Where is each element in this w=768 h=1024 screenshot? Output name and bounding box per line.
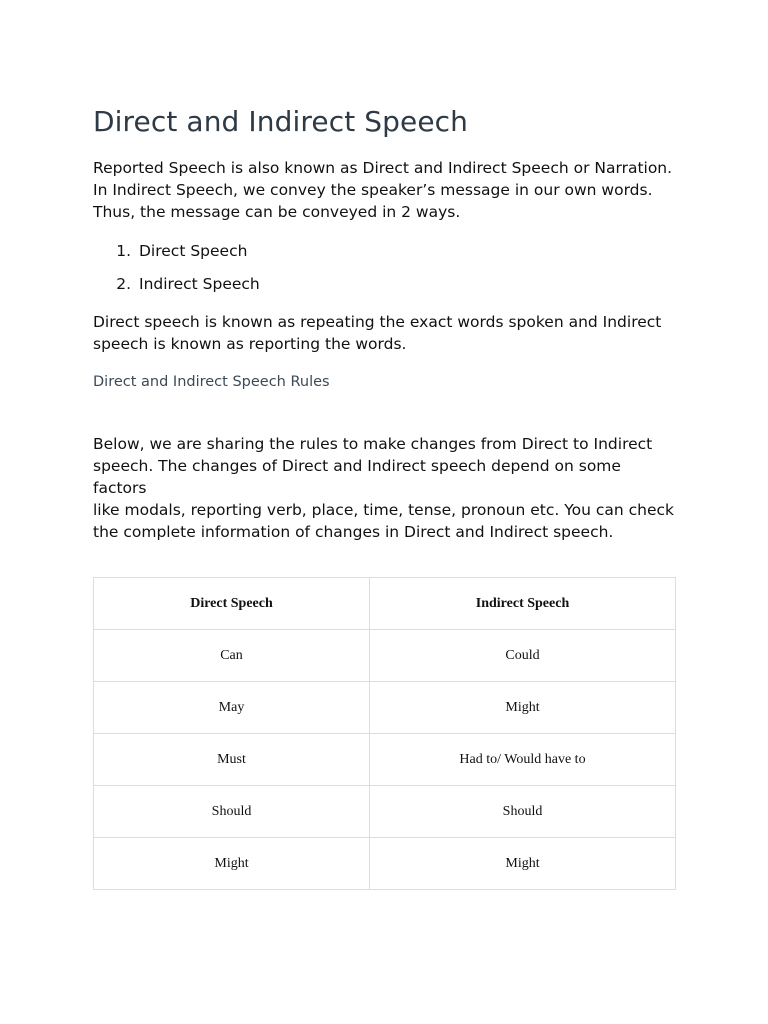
- direct-cell: May: [94, 682, 370, 734]
- indirect-cell: Should: [370, 786, 676, 838]
- indirect-cell: Might: [370, 838, 676, 890]
- intro-line: In Indirect Speech, we convey the speaker’s message in our own words.: [93, 181, 653, 199]
- list-text: Indirect Speech: [139, 275, 260, 293]
- intro-line: Thus, the message can be conveyed in 2 ways.: [93, 203, 461, 221]
- direct-cell: Can: [94, 630, 370, 682]
- definition-paragraph: [93, 311, 677, 355]
- list-text: Direct Speech: [139, 242, 248, 260]
- definition-line: Direct speech is known as repeating the exact words spoken and Indirect: [93, 313, 662, 331]
- direct-cell: Might: [94, 838, 370, 890]
- direct-cell: Must: [94, 734, 370, 786]
- direct-cell: Should: [94, 786, 370, 838]
- indirect-cell: Could: [370, 630, 676, 682]
- rules-subheading: Direct and Indirect Speech Rules: [93, 374, 330, 390]
- speech-types-list: [93, 240, 677, 306]
- table-row: [94, 682, 676, 734]
- table-row: [94, 734, 676, 786]
- table-row: [94, 630, 676, 682]
- page-title: Direct and Indirect Speech: [93, 105, 469, 138]
- body-line: the complete information of changes in Direct and Indirect speech.: [93, 523, 614, 541]
- table-row: [94, 838, 676, 890]
- list-item: [93, 273, 677, 306]
- body-line: Below, we are sharing the rules to make changes from Direct to Indirect: [93, 435, 653, 453]
- header-indirect-speech: Indirect Speech: [370, 578, 676, 630]
- document-page: [93, 100, 677, 543]
- header-direct-speech: Direct Speech: [94, 578, 370, 630]
- body-paragraph: [93, 433, 677, 543]
- list-number: 1.: [116, 242, 131, 260]
- list-number: 2.: [116, 275, 131, 293]
- body-line: speech. The changes of Direct and Indirect speech depend on some factors: [93, 457, 621, 497]
- list-item: [93, 240, 677, 273]
- intro-paragraph: [93, 157, 677, 223]
- indirect-cell: Had to/ Would have to: [370, 734, 676, 786]
- table-header-row: [94, 578, 676, 630]
- speech-rules-table: [93, 577, 676, 890]
- intro-line: Reported Speech is also known as Direct and Indirect Speech or Narration.: [93, 159, 673, 177]
- table-row: [94, 786, 676, 838]
- body-line: like modals, reporting verb, place, time, tense, pronoun etc. You can check: [93, 501, 675, 519]
- indirect-cell: Might: [370, 682, 676, 734]
- definition-line: speech is known as reporting the words.: [93, 335, 407, 353]
